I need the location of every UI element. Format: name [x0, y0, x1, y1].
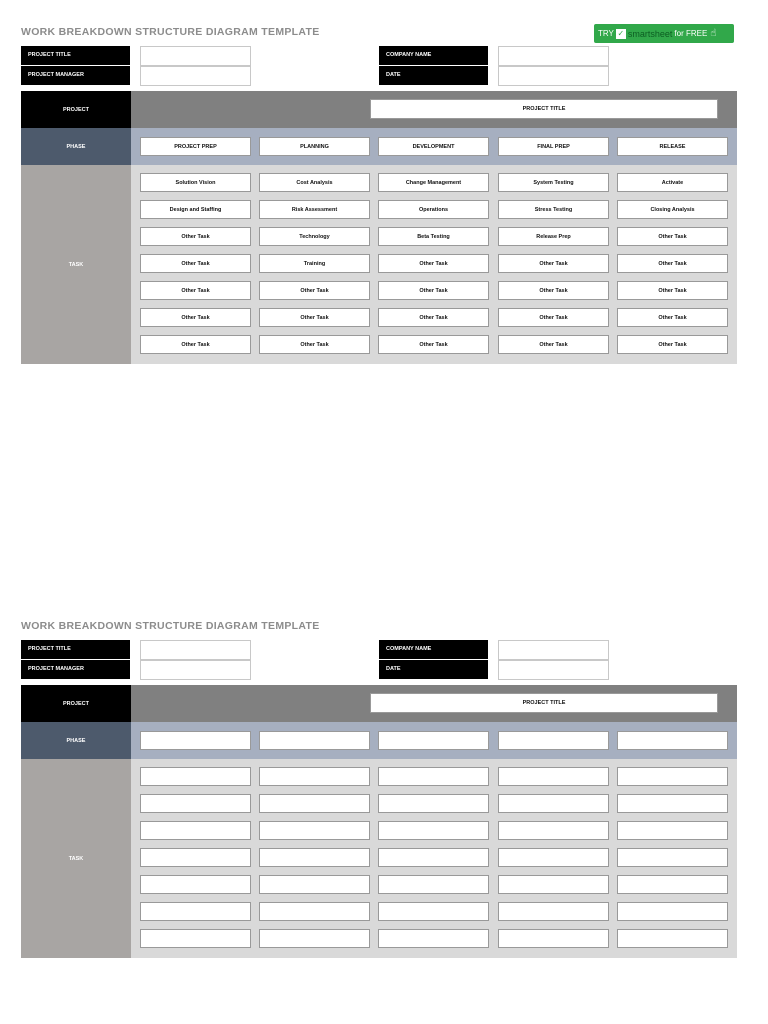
task-cell[interactable]: Other Task	[498, 281, 609, 300]
task-cell[interactable]	[498, 848, 609, 867]
task-cell[interactable]	[259, 875, 370, 894]
wbs-template-filled	[21, 26, 737, 366]
task-cell[interactable]: Other Task	[140, 254, 251, 273]
task-cell[interactable]: Other Task	[617, 335, 728, 354]
task-cell[interactable]: Operations	[378, 200, 489, 219]
company-name-label: COMPANY NAME	[379, 46, 488, 65]
phase-band	[131, 722, 737, 759]
project-title-box[interactable]: PROJECT TITLE	[370, 99, 718, 119]
task-cell[interactable]	[140, 821, 251, 840]
phase-cell[interactable]: PLANNING	[259, 137, 370, 156]
task-cell[interactable]: Release Prep	[498, 227, 609, 246]
project-band	[131, 685, 737, 722]
task-cell[interactable]: Activate	[617, 173, 728, 192]
date-label: DATE	[379, 66, 488, 85]
task-cell[interactable]	[378, 767, 489, 786]
task-cell[interactable]: Other Task	[140, 281, 251, 300]
project-title-field[interactable]	[140, 640, 251, 660]
project-title-box[interactable]: PROJECT TITLE	[370, 693, 718, 713]
task-cell[interactable]: Other Task	[140, 335, 251, 354]
task-cell[interactable]	[378, 929, 489, 948]
task-cell[interactable]	[140, 929, 251, 948]
task-cell[interactable]: Other Task	[378, 308, 489, 327]
task-cell[interactable]: Other Task	[498, 254, 609, 273]
task-cell[interactable]	[498, 902, 609, 921]
phase-row	[21, 128, 737, 165]
task-cell[interactable]	[140, 794, 251, 813]
project-row	[21, 91, 737, 128]
task-cell[interactable]: Other Task	[617, 254, 728, 273]
task-cell[interactable]: Other Task	[140, 227, 251, 246]
task-cell[interactable]: Other Task	[617, 308, 728, 327]
task-cell[interactable]: Other Task	[259, 281, 370, 300]
phase-cell[interactable]: FINAL PREP	[498, 137, 609, 156]
project-row-label: PROJECT	[21, 91, 131, 128]
task-cell[interactable]	[259, 848, 370, 867]
task-band	[131, 165, 737, 364]
for-free-label: for FREE	[674, 29, 708, 38]
task-row	[21, 165, 737, 364]
task-cell[interactable]	[378, 875, 489, 894]
page-title: WORK BREAKDOWN STRUCTURE DIAGRAM TEMPLATE	[21, 26, 320, 38]
phase-row	[21, 722, 737, 759]
task-cell[interactable]	[378, 794, 489, 813]
task-cell[interactable]	[259, 902, 370, 921]
project-manager-field[interactable]	[140, 660, 251, 680]
task-cell[interactable]: Other Task	[140, 308, 251, 327]
date-field[interactable]	[498, 66, 609, 86]
date-field[interactable]	[498, 660, 609, 680]
task-cell[interactable]: Other Task	[617, 281, 728, 300]
task-cell[interactable]: Beta Testing	[378, 227, 489, 246]
task-cell[interactable]	[378, 902, 489, 921]
project-row-label: PROJECT	[21, 685, 131, 722]
task-cell[interactable]	[259, 794, 370, 813]
task-cell[interactable]: Other Task	[259, 308, 370, 327]
phase-row-label: PHASE	[21, 128, 131, 165]
task-cell[interactable]: Other Task	[498, 335, 609, 354]
task-cell[interactable]: Change Management	[378, 173, 489, 192]
task-cell[interactable]	[498, 767, 609, 786]
project-row	[21, 685, 737, 722]
task-cell[interactable]: Technology	[259, 227, 370, 246]
phase-cell[interactable]	[140, 731, 251, 750]
phase-cell[interactable]: RELEASE	[617, 137, 728, 156]
task-cell[interactable]: Stress Testing	[498, 200, 609, 219]
project-manager-field[interactable]	[140, 66, 251, 86]
company-name-field[interactable]	[498, 46, 609, 66]
task-cell[interactable]	[378, 821, 489, 840]
task-cell[interactable]	[259, 929, 370, 948]
project-manager-label: PROJECT MANAGER	[21, 66, 130, 85]
project-band	[131, 91, 737, 128]
task-cell[interactable]: Closing Analysis	[617, 200, 728, 219]
phase-cell[interactable]: PROJECT PREP	[140, 137, 251, 156]
task-cell[interactable]	[259, 767, 370, 786]
checkmark-icon: ✓	[617, 28, 625, 38]
task-cell[interactable]	[617, 794, 728, 813]
task-cell[interactable]: Cost Analysis	[259, 173, 370, 192]
date-label: DATE	[379, 660, 488, 679]
task-cell[interactable]: Other Task	[498, 308, 609, 327]
task-cell[interactable]: Other Task	[378, 335, 489, 354]
task-cell[interactable]: System Testing	[498, 173, 609, 192]
task-cell[interactable]: Design and Staffing	[140, 200, 251, 219]
task-cell[interactable]	[617, 821, 728, 840]
phase-row-label: PHASE	[21, 722, 131, 759]
phase-cell[interactable]: DEVELOPMENT	[378, 137, 489, 156]
phase-band	[131, 128, 737, 165]
task-cell[interactable]	[140, 875, 251, 894]
task-cell[interactable]	[498, 875, 609, 894]
task-cell[interactable]: Risk Assessment	[259, 200, 370, 219]
phase-cell[interactable]	[617, 731, 728, 750]
task-cell[interactable]	[498, 821, 609, 840]
task-row-label: TASK	[21, 165, 131, 364]
smartsheet-logo-text: smartsheet	[627, 28, 673, 39]
company-name-field[interactable]	[498, 640, 609, 660]
task-cell[interactable]	[140, 848, 251, 867]
task-cell[interactable]: Other Task	[378, 281, 489, 300]
project-title-field[interactable]	[140, 46, 251, 66]
task-cell[interactable]	[617, 848, 728, 867]
project-manager-label: PROJECT MANAGER	[21, 660, 130, 679]
task-row	[21, 759, 737, 958]
hand-pointer-icon: ☝	[710, 28, 717, 39]
page-title: WORK BREAKDOWN STRUCTURE DIAGRAM TEMPLATE	[21, 620, 320, 632]
task-cell[interactable]	[259, 821, 370, 840]
task-cell[interactable]	[498, 794, 609, 813]
task-band	[131, 759, 737, 958]
task-cell[interactable]	[617, 767, 728, 786]
task-cell[interactable]	[378, 848, 489, 867]
task-row-label: TASK	[21, 759, 131, 958]
task-cell[interactable]	[140, 767, 251, 786]
task-cell[interactable]: Solution Vision	[140, 173, 251, 192]
task-cell[interactable]: Other Task	[378, 254, 489, 273]
phase-cell[interactable]	[498, 731, 609, 750]
task-cell[interactable]	[498, 929, 609, 948]
project-title-label: PROJECT TITLE	[21, 46, 130, 65]
company-name-label: COMPANY NAME	[379, 640, 488, 659]
wbs-template-blank	[21, 620, 737, 960]
phase-cell[interactable]	[378, 731, 489, 750]
task-cell[interactable]: Other Task	[259, 335, 370, 354]
task-cell[interactable]	[140, 902, 251, 921]
task-cell[interactable]	[617, 929, 728, 948]
task-cell[interactable]	[617, 875, 728, 894]
phase-cell[interactable]	[259, 731, 370, 750]
project-title-label: PROJECT TITLE	[21, 640, 130, 659]
task-cell[interactable]	[617, 902, 728, 921]
try-label: TRY	[598, 29, 614, 38]
task-cell[interactable]: Other Task	[617, 227, 728, 246]
task-cell[interactable]: Training	[259, 254, 370, 273]
